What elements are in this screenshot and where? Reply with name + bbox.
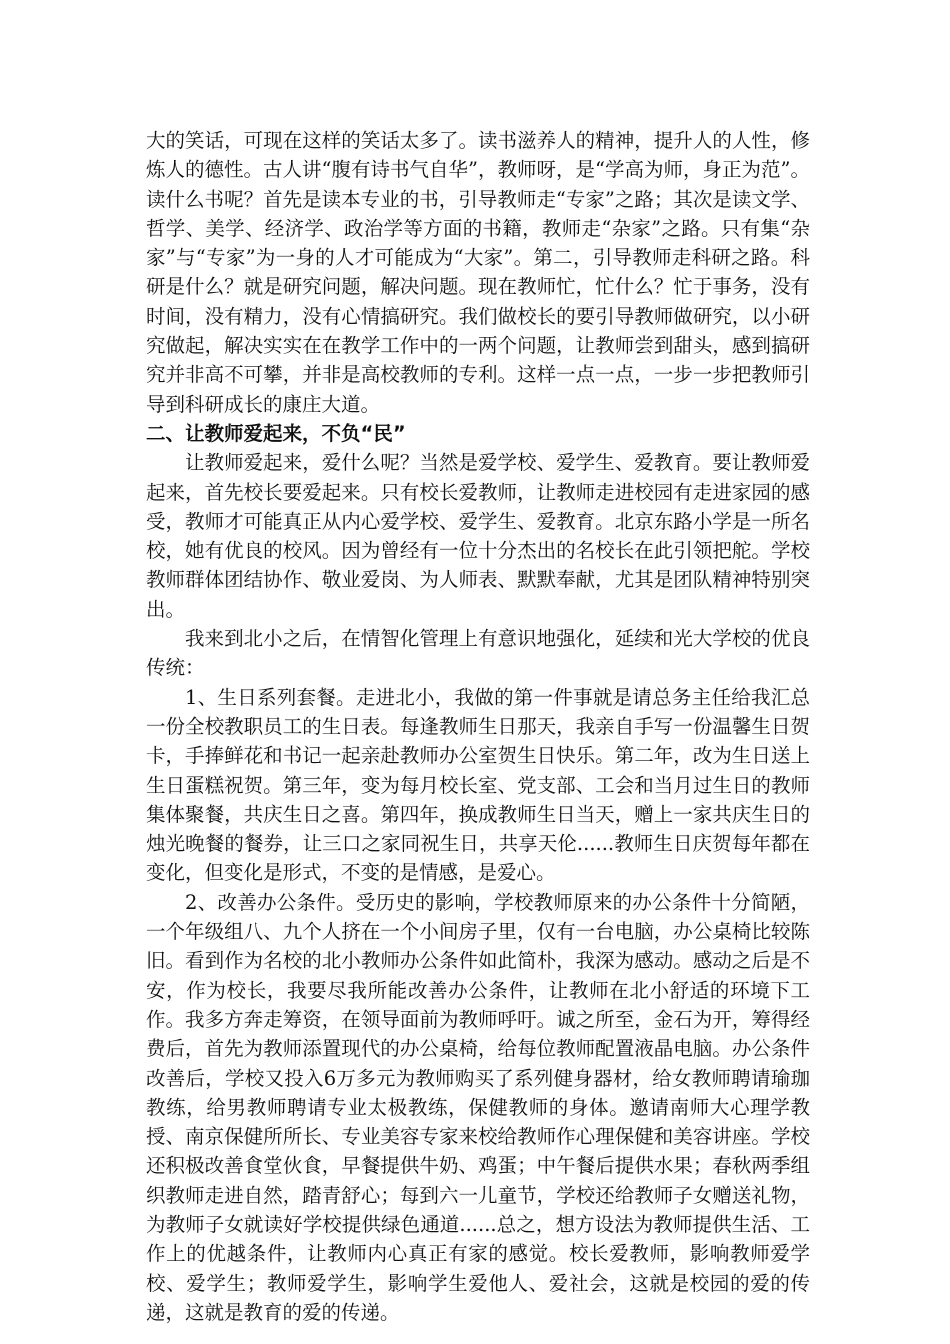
- paragraph-intro: 我来到北小之后，在情智化管理上有意识地强化，延续和光大学校的优良传统：: [146, 627, 810, 680]
- document-page: [146, 126, 810, 1327]
- list-item-birthday: 1、生日系列套餐。走进北小，我做的第一件事就是请总务主任给我汇总一份全校教职员工的生日表。每逢教师生日那天，我亲自手写一份温馨生日贺卡，手捧鲜花和书记一起亲赴教师办公室贺生日快乐。第二年，改为生日送上生日蛋糕祝贺。第三年，变为每月校长室、党支部、工会和当月过生日的教师集体聚餐，共庆生日之喜。第四年，换成教师生日当天，赠上一家共庆生日的烛光晚餐的餐券，让三口之家同祝生日，共享天伦......教师生日庆贺每年都在变化，但变化是形式，不变的是情感，是爱心。: [146, 685, 810, 885]
- paragraph-love: 让教师爱起来，爱什么呢？当然是爱学校、爱学生、爱教育。要让教师爱起来，首先校长要爱起来。只有校长爱教师，让教师走进校园有走进家园的感受，教师才可能真正从内心爱学校、爱学生、爱教育。北京东路小学是一所名校，她有优良的校风。因为曾经有一位十分杰出的名校长在此引领把舵。学校教师群体团结协作、敬业爱岗、为人师表、默默奉献，尤其是团队精神特别突出。: [146, 451, 810, 621]
- paragraph-continued: 大的笑话，可现在这样的笑话太多了。读书滋养人的精神，提升人的人性，修炼人的德性。古人讲“腹有诗书气自华”，教师呀，是“学高为师，身正为范”。读什么书呢？首先是读本专业的书，引导教师走“专家”之路；其次是读文学、哲学、美学、经济学、政治学等方面的书籍，教师走“杂家”之路。只有集“杂家”与“专家”为一身的人才可能成为“大家”。第二，引导教师走科研之路。科研是什么？就是研究问题，解决问题。现在教师忙，忙什么？忙于事务，没有时间，没有精力，没有心情搞研究。我们做校长的要引导教师做研究，以小研究做起，解决实实在在教学工作中的一两个问题，让教师尝到甜头，感到搞研究并非高不可攀，并非是高校教师的专利。这样一点一点，一步一步把教师引导到科研成长的康庄大道。: [146, 129, 810, 416]
- list-item-office: 2、改善办公条件。受历史的影响，学校教师原来的办公条件十分简陋，一个年级组八、九个人挤在一个小间房子里，仅有一台电脑，办公桌椅比较陈旧。看到作为名校的北小教师办公条件如此简朴，我深为感动。感动之后是不安，作为校长，我要尽我所能改善办公条件，让教师在北小舒适的环境下工作。我多方奔走筹资，在领导面前为教师呼吁。诚之所至，金石为开，筹得经费后，首先为教师添置现代的办公桌椅，给每位教师配置液晶电脑。办公条件改善后，学校又投入6万多元为教师购买了系列健身器材，给女教师聘请瑜珈教练，给男教师聘请专业太极教练，保健教师的身体。邀请南师大心理学教授、南京保健所所长、专业美容专家来校给教师作心理保健和美容讲座。学校还积极改善食堂伙食，早餐提供牛奶、鸡蛋；中午餐后提供水果；春秋两季组织教师走进自然，踏青舒心；每到六一儿童节，学校还给教师子女赠送礼物，为教师子女就读好学校提供绿色通道......总之，想方设法为教师提供生活、工作上的优越条件，让教师内心真正有家的感觉。校长爱教师，影响教师爱学校、爱学生；教师爱学生，影响学生爱他人、爱社会，这就是校园的爱的传递，这就是教育的爱的传递。: [146, 890, 810, 1324]
- section-heading: 二、让教师爱起来，不负“民”: [146, 421, 406, 445]
